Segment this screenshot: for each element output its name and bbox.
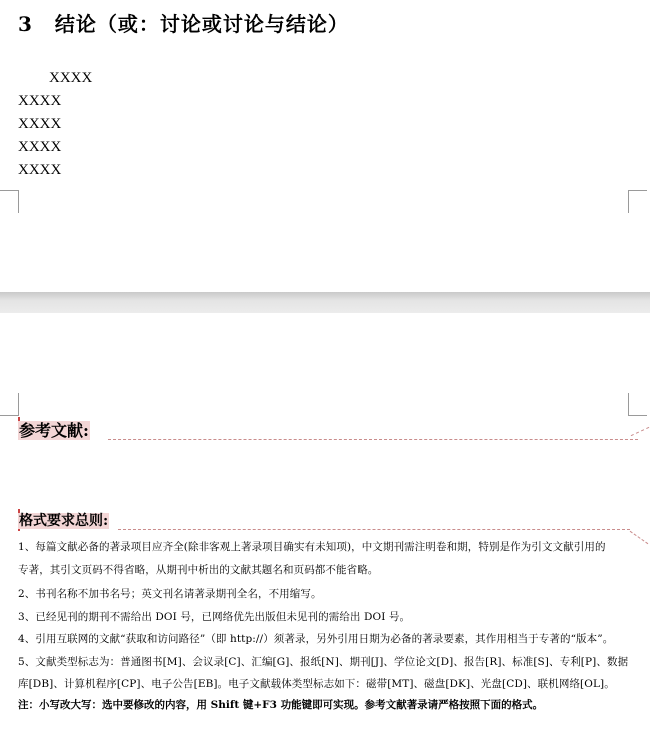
format-rule-line: 5、文献类型标志为：普通图书[M]、会议录[C]、汇编[G]、报纸[N]、期刊[J]、学位论文[D]、报告[R]、标准[S]、专利[P]、数据 [18, 656, 629, 668]
chapter-heading [18, 8, 349, 37]
note-line: 注：小写改大写：选中要修改的内容，用 Shift 键+F3 功能键即可实现。参考文献著录请严格按照下面的格式。 [18, 699, 544, 711]
format-rule-line: 专著，其引文页码不得省略，从期刊中析出的文献其题名和页码都不能省略。 [18, 564, 379, 576]
page-margin-corner-top-right [628, 393, 647, 416]
page-margin-corner-bottom-right [628, 190, 647, 213]
comment-connector [631, 427, 650, 436]
format-rule-line: 2、书刊名称不加书名号；英文刊名请著录期刊全名，不用缩写。 [18, 588, 322, 600]
document-page-1 [0, 0, 650, 292]
chapter-title: 结论（或：讨论或讨论与结论） [54, 12, 349, 36]
format-rule-line: 4、引用互联网的文献“获取和访问路径”（即 http://）须著录，另外引用日期为必备的著录要素，其作用相当于专著的“版本”。 [18, 633, 614, 645]
references-heading: 参考文献: [19, 421, 89, 440]
body-line: XXXX [18, 139, 62, 155]
format-rule-line: 1、每篇文献必备的著录项目应齐全(除非客观上著录项目确实有未知项)，中文期刊需注明卷和期，特别是作为引文文献引用的 [18, 541, 606, 553]
body-line: XXXX [18, 162, 62, 178]
format-rule-line: 库[DB]、计算机程序[CP]、电子公告[EB]。电子文献载体类型标志如下：磁带[MT]、磁盘[DK]、光盘[CD]、联机网络[OL]。 [18, 678, 615, 690]
format-rule-line: 3、已经见刊的期刊不需给出 DOI 号，已网络优先出版但未见刊的需给出 DOI 号。 [18, 611, 411, 623]
page-separator [0, 292, 650, 313]
body-line: XXXX [18, 116, 62, 132]
comment-connector [630, 531, 649, 544]
document-page-2 [0, 313, 650, 732]
body-line: XXXX [49, 70, 93, 86]
body-line: XXXX [18, 93, 62, 109]
format-requirements-heading: 格式要求总则: [19, 513, 109, 529]
page-margin-corner-bottom-left [0, 190, 19, 213]
comment-anchor-line [118, 529, 630, 530]
page-margin-corner-top-left [0, 393, 19, 416]
comment-anchor-line [108, 439, 638, 440]
chapter-number: 3 [18, 12, 33, 36]
